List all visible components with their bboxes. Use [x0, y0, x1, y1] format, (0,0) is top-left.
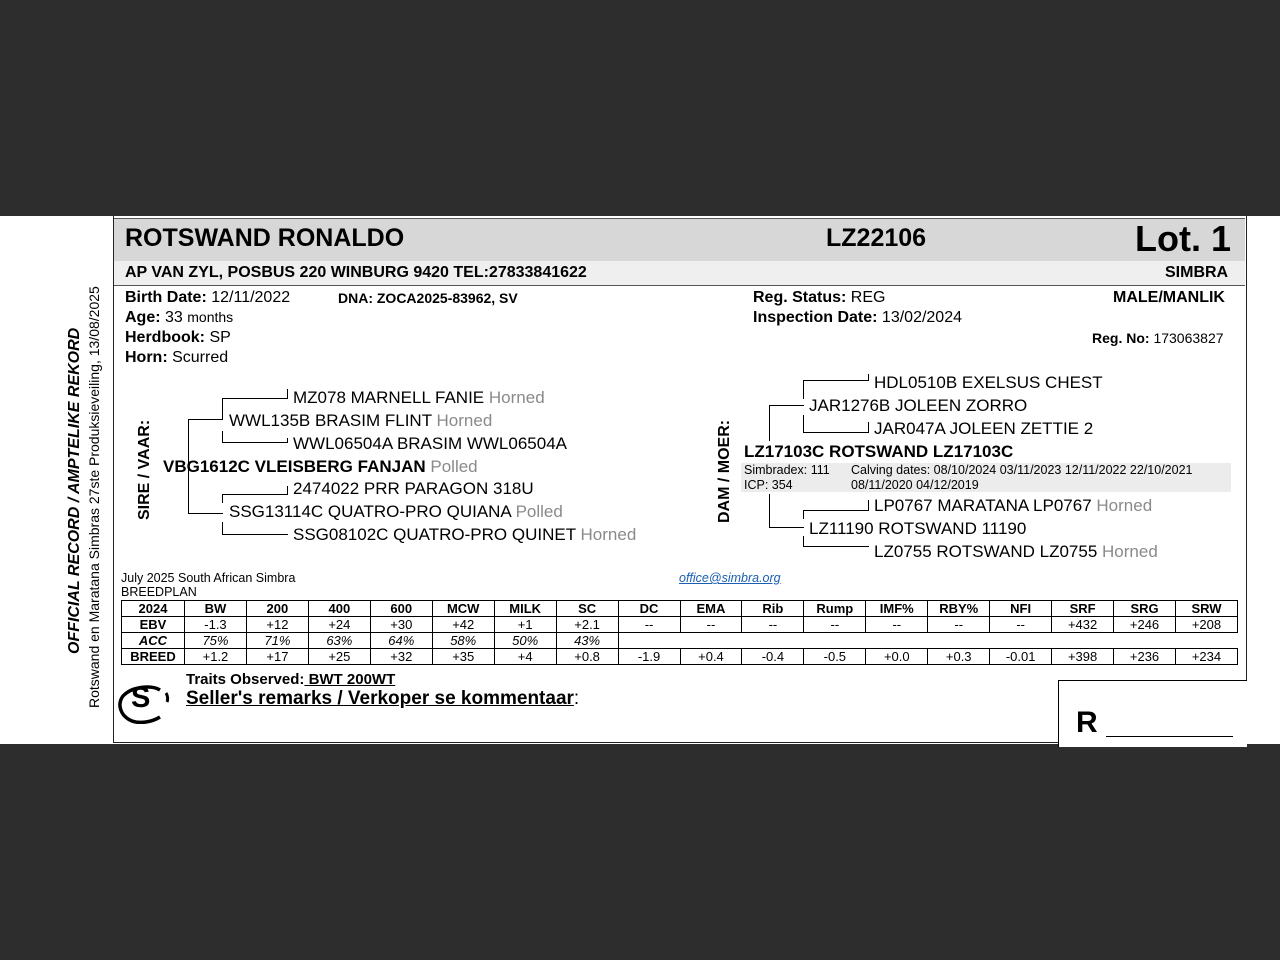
- headers-cell: Rib: [742, 601, 804, 617]
- lot-number: Lot. 1: [1135, 218, 1231, 259]
- acc-cell: [742, 633, 804, 649]
- sex: MALE/MANLIK: [1113, 289, 1225, 306]
- acc-cell: [928, 633, 990, 649]
- ebv-cell: -1.3: [185, 617, 247, 633]
- sire-dam-sire: 2474022 PRR PARAGON 318U: [293, 479, 534, 498]
- sire-sire: WWL135B BRASIM FLINT Horned: [229, 411, 493, 430]
- auction-label: Rotswand en Maratana Simbras 27ste Produksieveiling, 13/08/2025: [86, 286, 102, 708]
- header-row: [122, 601, 1238, 617]
- headers-cell: NFI: [990, 601, 1052, 617]
- ebv-cell: +30: [370, 617, 432, 633]
- headers-cell: SC: [556, 601, 618, 617]
- ebv-cell: +2.1: [556, 617, 618, 633]
- acc-cell: [804, 633, 866, 649]
- animal-id: LZ22106: [826, 224, 927, 252]
- breed-cell: +0.0: [866, 649, 928, 665]
- acc-cell: 75%: [185, 633, 247, 649]
- breed-cell: +0.4: [680, 649, 742, 665]
- age: Age: 33 months: [125, 309, 234, 326]
- sire-dam: SSG13114C QUATRO-PRO QUIANA Polled: [229, 502, 563, 521]
- sellers-remarks: Seller's remarks / Verkoper se kommentaar:: [186, 688, 580, 709]
- r-label: R: [1076, 706, 1098, 739]
- ebv-cell: +208: [1176, 617, 1238, 633]
- breed-cell: -1.9: [618, 649, 680, 665]
- dam-dam-dam: LZ0755 ROTSWAND LZ0755 Horned: [874, 542, 1158, 561]
- icp: ICP: 354: [744, 478, 793, 492]
- owner-info: AP VAN ZYL, POSBUS 220 WINBURG 9420 TEL:27833841622: [125, 264, 587, 281]
- horn-status: Horn: Scurred: [125, 349, 229, 366]
- breed-row: [122, 649, 1238, 665]
- breed-cell: +32: [370, 649, 432, 665]
- headers-cell: 200: [246, 601, 308, 617]
- breed-cell: +234: [1176, 649, 1238, 665]
- reg-status: Reg. Status: REG: [753, 289, 886, 306]
- headers-cell: 2024: [122, 601, 185, 617]
- acc-cell: 63%: [308, 633, 370, 649]
- headers-cell: 600: [370, 601, 432, 617]
- inspection-date: Inspection Date: 13/02/2024: [753, 309, 962, 326]
- dam-label: DAM / MOER:: [716, 419, 733, 523]
- ebv-cell: EBV: [122, 617, 185, 633]
- breed-cell: -0.4: [742, 649, 804, 665]
- reg-number: Reg. No: 173063827: [1092, 330, 1224, 346]
- ebv-row: [122, 617, 1238, 633]
- acc-cell: 43%: [556, 633, 618, 649]
- headers-cell: DC: [618, 601, 680, 617]
- acc-cell: [618, 633, 680, 649]
- headers-cell: SRF: [1052, 601, 1114, 617]
- ebv-cell: +12: [246, 617, 308, 633]
- acc-cell: 71%: [246, 633, 308, 649]
- signature-line: [1106, 736, 1233, 737]
- dam-name: LZ17103C ROTSWAND LZ17103C: [744, 442, 1014, 461]
- headers-cell: IMF%: [866, 601, 928, 617]
- ebv-cell: +24: [308, 617, 370, 633]
- calving-dates: Calving dates: 08/10/2024 03/11/2023 12/11/2022 22/10/2021: [851, 463, 1193, 477]
- animal-name: ROTSWAND RONALDO: [125, 224, 405, 252]
- dam-dam: LZ11190 ROTSWAND 11190: [809, 519, 1027, 538]
- acc-cell: [990, 633, 1052, 649]
- headers-cell: MCW: [432, 601, 494, 617]
- official-record-label: OFFICIAL RECORD / AMPTELIKE REKORD: [66, 327, 83, 654]
- ebv-cell: --: [804, 617, 866, 633]
- dam-sire: JAR1276B JOLEEN ZORRO: [809, 396, 1028, 415]
- dam-sire-dam: JAR047A JOLEEN ZETTIE 2: [874, 419, 1094, 438]
- breed-cell: +17: [246, 649, 308, 665]
- ebv-cell: --: [990, 617, 1052, 633]
- acc-row: [122, 633, 1238, 649]
- email-link[interactable]: office@simbra.org: [679, 571, 781, 585]
- dam-dam-sire: LP0767 MARATANA LP0767 Horned: [874, 496, 1153, 515]
- ebv-cell: +432: [1052, 617, 1114, 633]
- acc-cell: ACC: [122, 633, 185, 649]
- ebv-cell: --: [680, 617, 742, 633]
- ebv-cell: +1: [494, 617, 556, 633]
- logo-letter: S: [131, 682, 151, 714]
- simbradex: Simbradex: 111: [744, 463, 830, 477]
- herdbook: Herdbook: SP: [125, 329, 231, 346]
- acc-cell: [1114, 633, 1176, 649]
- breed-cell: +25: [308, 649, 370, 665]
- breed-cell: +35: [432, 649, 494, 665]
- headers-cell: SRW: [1176, 601, 1238, 617]
- ebv-cell: +246: [1114, 617, 1176, 633]
- sire-dam-dam: SSG08102C QUATRO-PRO QUINET Horned: [293, 525, 637, 544]
- ebv-cell: --: [618, 617, 680, 633]
- acc-cell: [1176, 633, 1238, 649]
- ebv-cell: --: [742, 617, 804, 633]
- ebv-cell: --: [928, 617, 990, 633]
- acc-cell: 50%: [494, 633, 556, 649]
- breed-cell: BREED: [122, 649, 185, 665]
- acc-cell: 58%: [432, 633, 494, 649]
- dna-info: DNA: ZOCA2025-83962, SV: [338, 290, 518, 306]
- headers-cell: MILK: [494, 601, 556, 617]
- headers-cell: SRG: [1114, 601, 1176, 617]
- breed-cell: +0.8: [556, 649, 618, 665]
- ebv-table: [121, 600, 1238, 665]
- dam-sire-sire: HDL0510B EXELSUS CHEST: [874, 373, 1103, 392]
- traits-observed: Traits Observed: BWT 200WT: [186, 671, 396, 688]
- breed-cell: +0.3: [928, 649, 990, 665]
- breed-cell: -0.5: [804, 649, 866, 665]
- calving-dates-cont: 08/11/2020 04/12/2019: [851, 478, 979, 492]
- acc-cell: [680, 633, 742, 649]
- lot-card: [0, 216, 1280, 744]
- sire-name: VBG1612C VLEISBERG FANJAN Polled: [163, 457, 478, 476]
- breed-cell: -0.01: [990, 649, 1052, 665]
- acc-cell: [866, 633, 928, 649]
- sire-sire-sire: MZ078 MARNELL FANIE Horned: [293, 388, 545, 407]
- headers-cell: BW: [185, 601, 247, 617]
- sire-label: SIRE / VAAR:: [136, 419, 153, 520]
- headers-cell: 400: [308, 601, 370, 617]
- breed-cell: +1.2: [185, 649, 247, 665]
- acc-cell: [1052, 633, 1114, 649]
- ebv-cell: --: [866, 617, 928, 633]
- headers-cell: EMA: [680, 601, 742, 617]
- breed-cell: +4: [494, 649, 556, 665]
- breedplan-label: BREEDPLAN: [121, 585, 197, 599]
- acc-cell: 64%: [370, 633, 432, 649]
- breed-name: SIMBRA: [1165, 264, 1229, 281]
- birth-date: Birth Date: 12/11/2022: [125, 289, 291, 306]
- headers-cell: RBY%: [928, 601, 990, 617]
- breed-cell: +398: [1052, 649, 1114, 665]
- breedplan-title: July 2025 South African Simbra: [121, 571, 296, 585]
- ebv-cell: +42: [432, 617, 494, 633]
- breed-cell: +236: [1114, 649, 1176, 665]
- headers-cell: Rump: [804, 601, 866, 617]
- sire-sire-dam: WWL06504A BRASIM WWL06504A: [293, 434, 568, 453]
